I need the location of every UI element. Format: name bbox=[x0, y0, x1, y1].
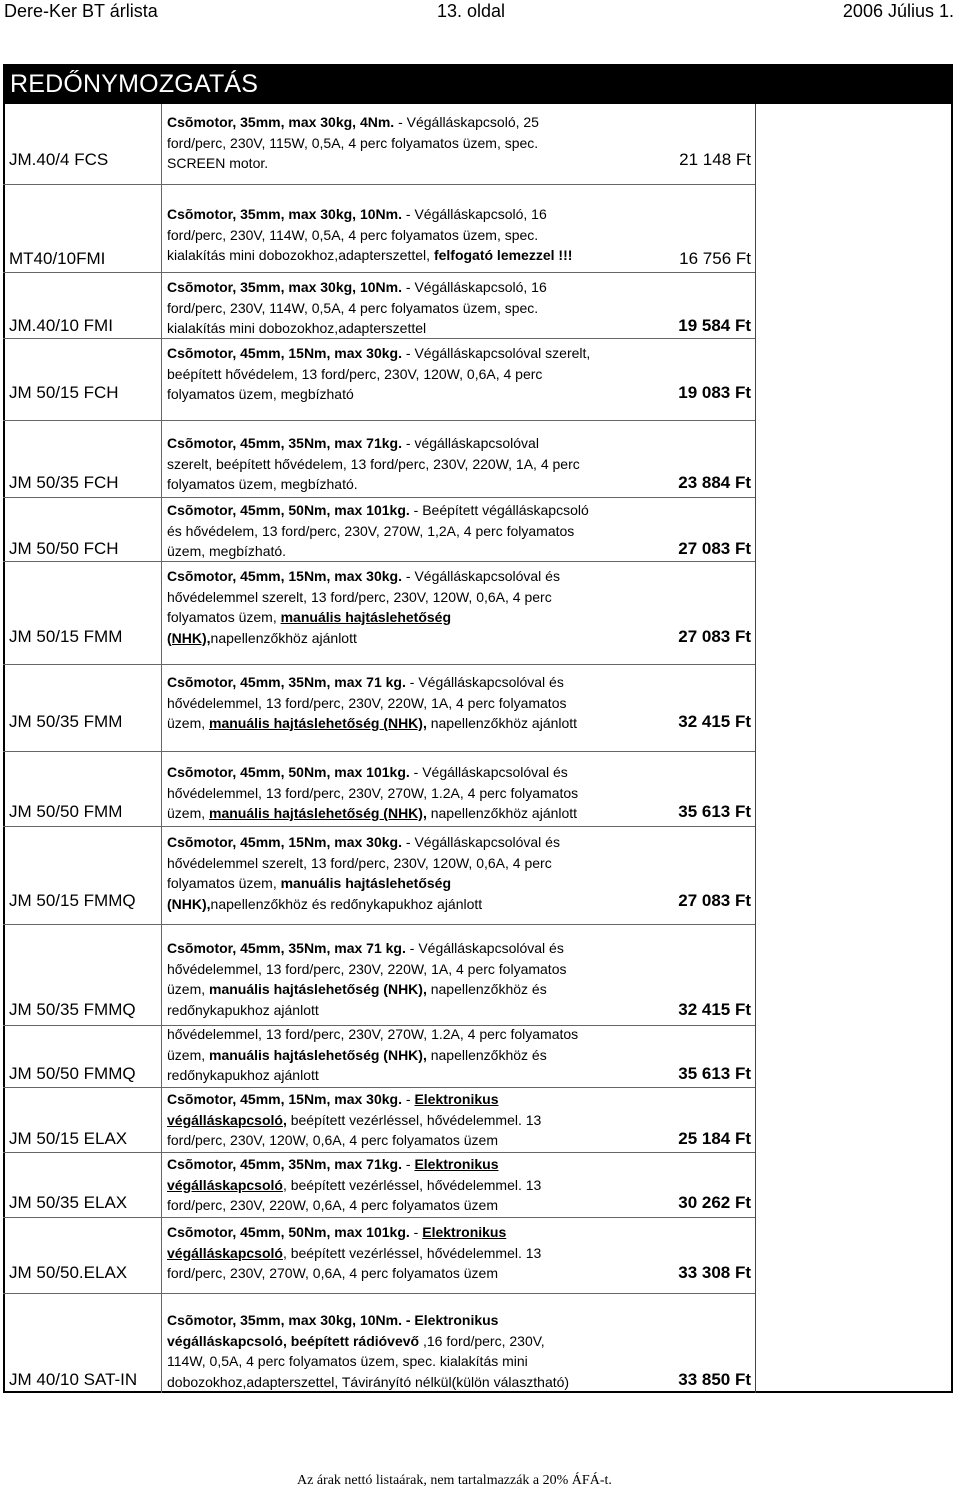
row-divider bbox=[3, 338, 755, 339]
description-text: - Végálláskapcsolóval és bbox=[402, 834, 560, 850]
product-description bbox=[167, 500, 753, 562]
product-price: 16 756 Ft bbox=[679, 249, 751, 268]
description-text: Csõmotor, 45mm, 35Nm, max 71kg. bbox=[167, 435, 402, 451]
row-divider bbox=[3, 184, 755, 185]
description-text: Csõmotor, 35mm, max 30kg, 4Nm. bbox=[167, 114, 395, 130]
row-divider bbox=[3, 1152, 755, 1153]
description-text: hővédelemmel szerelt, 13 ford/perc, 230V, 120W, 0,6A, 4 perc bbox=[167, 854, 552, 871]
description-text: dobozokhoz,adapterszettel, Távirányító nélkül(külön választható) bbox=[167, 1373, 570, 1390]
product-description bbox=[167, 1089, 753, 1151]
product-description bbox=[167, 1310, 753, 1392]
description-text: - Végálláskapcsolóval és bbox=[409, 764, 568, 780]
product-code: JM 50/35 ELAX bbox=[9, 1193, 128, 1212]
description-text: - Végálláskapcsoló, 16 bbox=[402, 279, 547, 295]
product-code: JM 50/15 FMMQ bbox=[9, 891, 136, 910]
description-text: üzem, bbox=[167, 1046, 210, 1063]
product-description bbox=[167, 1154, 753, 1216]
product-description bbox=[167, 566, 753, 648]
description-text: Elektronikus bbox=[414, 1091, 499, 1107]
product-description bbox=[167, 433, 753, 495]
description-text: (NHK), bbox=[167, 629, 211, 646]
description-text: ford/perc, 230V, 120W, 0,6A, 4 perc folyamatos üzem bbox=[167, 1132, 498, 1148]
description-text: folyamatos üzem, bbox=[167, 609, 281, 625]
list-date: 2006 Július 1. bbox=[842, 1, 954, 21]
description-text: hővédelemmel, 13 ford/perc, 230V, 270W, 1.2A, 4 perc folyamatos bbox=[167, 784, 579, 801]
description-text: Csõmotor, 35mm, max 30kg, 10Nm. - Elektronikus bbox=[167, 1312, 499, 1328]
row-divider bbox=[3, 1293, 755, 1294]
description-text: SCREEN motor. bbox=[167, 155, 269, 171]
description-text: manuális hajtáslehetőség bbox=[280, 609, 452, 625]
description-text: napellenzőkhöz és bbox=[426, 1046, 547, 1063]
product-description bbox=[167, 343, 753, 405]
product-code: JM 50/50 FMMQ bbox=[9, 1064, 136, 1083]
row-divider bbox=[3, 1217, 755, 1218]
product-price: 19 083 Ft bbox=[678, 383, 751, 402]
product-price: 33 308 Ft bbox=[678, 1263, 751, 1282]
description-text: manuális hajtáslehetőség bbox=[280, 875, 452, 891]
product-description bbox=[167, 277, 753, 339]
product-price: 27 083 Ft bbox=[678, 627, 751, 646]
description-text: manuális hajtáslehetőség (NHK), bbox=[209, 805, 427, 821]
page-number: 13. oldal bbox=[437, 1, 506, 21]
description-text: üzem, bbox=[167, 981, 210, 997]
row-divider bbox=[3, 272, 755, 273]
product-price: 19 584 Ft bbox=[678, 316, 751, 335]
description-text: üzem, bbox=[167, 715, 210, 731]
product-price: 32 415 Ft bbox=[678, 712, 751, 731]
product-code: JM 40/10 SAT-IN bbox=[9, 1370, 138, 1389]
description-text: Elektronikus bbox=[414, 1156, 499, 1172]
product-price: 25 184 Ft bbox=[678, 1129, 751, 1148]
description-text: Csõmotor, 35mm, max 30kg, 10Nm. bbox=[167, 279, 402, 295]
product-price: 32 415 Ft bbox=[678, 1000, 751, 1019]
product-code: JM 50/15 FCH bbox=[9, 383, 119, 402]
description-text: - bbox=[402, 1156, 415, 1172]
description-text: Csõmotor, 45mm, 50Nm, max 101kg. bbox=[167, 764, 410, 780]
product-description bbox=[167, 1222, 753, 1284]
description-text: folyamatos üzem, megbízható bbox=[167, 386, 354, 402]
description-text: redőnykapukhoz ajánlott bbox=[167, 1001, 319, 1018]
description-text: - Beépített végálláskapcsoló bbox=[409, 502, 589, 518]
product-price: 21 148 Ft bbox=[679, 150, 751, 169]
product-price: 35 613 Ft bbox=[678, 802, 751, 821]
product-code: JM 50/35 FMMQ bbox=[9, 1000, 136, 1019]
description-text: Elektronikus bbox=[422, 1224, 507, 1240]
product-description bbox=[167, 112, 753, 174]
row-divider bbox=[3, 664, 755, 665]
product-price: 27 083 Ft bbox=[678, 539, 751, 558]
product-code: JM 50/50.ELAX bbox=[9, 1263, 128, 1282]
description-text: és hővédelem, 13 ford/perc, 230V, 270W, 1,2A, 4 perc folyamatos bbox=[167, 522, 575, 539]
description-text: folyamatos üzem, bbox=[167, 875, 281, 891]
description-text: - bbox=[409, 1224, 423, 1240]
product-code: JM 50/35 FMM bbox=[9, 712, 123, 731]
description-text: manuális hajtáslehetőség (NHK), bbox=[209, 715, 427, 731]
description-text: üzem, bbox=[167, 805, 210, 821]
description-text: ford/perc, 230V, 220W, 0,6A, 4 perc folyamatos üzem bbox=[167, 1197, 498, 1213]
product-description bbox=[167, 672, 753, 734]
description-text: ford/perc, 230V, 114W, 0,5A, 4 perc folyamatos üzem, spec. bbox=[167, 299, 539, 316]
description-text: hővédelemmel, 13 ford/perc, 230V, 220W, 1A, 4 perc folyamatos bbox=[167, 694, 567, 711]
description-text: manuális hajtáslehetőség (NHK), bbox=[209, 1046, 427, 1063]
product-code: JM 50/35 FCH bbox=[9, 473, 119, 492]
product-code: JM.40/4 FCS bbox=[9, 150, 109, 169]
product-description bbox=[167, 762, 753, 824]
description-text: hővédelemmel, 13 ford/perc, 230V, 220W, 1A, 4 perc folyamatos bbox=[167, 960, 567, 977]
description-text: - Végálláskapcsolóval és bbox=[402, 568, 560, 584]
product-price: 23 884 Ft bbox=[678, 473, 751, 492]
vat-note: Az árak nettó listaárak, nem tartalmazzák a 20% ÁFÁ-t. bbox=[297, 1473, 612, 1488]
description-text: napellenzőkhöz és redőnykapukhoz ajánlott bbox=[210, 895, 483, 912]
product-code: JM 50/15 FMM bbox=[9, 627, 123, 646]
description-text: végálláskapcsoló bbox=[167, 1244, 283, 1261]
description-text: - Végálláskapcsolóval és bbox=[405, 674, 564, 690]
description-text: hővédelemmel szerelt, 13 ford/perc, 230V, 120W, 0,6A, 4 perc bbox=[167, 588, 552, 605]
description-text: ford/perc, 230V, 115W, 0,5A, 4 perc folyamatos üzem, spec. bbox=[167, 134, 539, 151]
description-text: Csõmotor, 45mm, 50Nm, max 101kg. bbox=[167, 502, 410, 518]
description-text: végálláskapcsoló, bbox=[167, 1111, 287, 1128]
row-divider bbox=[3, 497, 755, 498]
section-title-bar bbox=[3, 64, 953, 104]
description-text: redőnykapukhoz ajánlott bbox=[167, 1067, 319, 1083]
row-divider bbox=[3, 561, 755, 562]
description-text: hővédelemmel, 13 ford/perc, 230V, 270W, 1.2A, 4 perc folyamatos bbox=[167, 1026, 579, 1042]
product-price: 33 850 Ft bbox=[678, 1370, 751, 1389]
description-text: - bbox=[402, 1091, 415, 1107]
description-text: napellenzőkhöz ajánlott bbox=[210, 629, 357, 646]
description-text: Csõmotor, 35mm, max 30kg, 10Nm. bbox=[167, 206, 402, 222]
description-text: beépített vezérléssel, hővédelemmel. 13 bbox=[286, 1111, 542, 1128]
description-text: Csõmotor, 45mm, 50Nm, max 101kg. bbox=[167, 1224, 410, 1240]
description-text: Csõmotor, 45mm, 35Nm, max 71 kg. bbox=[167, 674, 406, 690]
description-text: , beépített vezérléssel, hővédelemmel. 13 bbox=[282, 1176, 542, 1193]
description-text: végálláskapcsoló, beépített rádióvevő bbox=[167, 1332, 420, 1349]
product-description bbox=[167, 204, 753, 266]
description-text: ,16 ford/perc, 230V, bbox=[419, 1332, 545, 1349]
product-price: 35 613 Ft bbox=[678, 1064, 751, 1083]
description-text: , beépített vezérléssel, hővédelemmel. 13 bbox=[282, 1244, 542, 1261]
description-text: 114W, 0,5A, 4 perc folyamatos üzem, spec. kialakítás mini bbox=[167, 1353, 528, 1369]
description-text: ford/perc, 230V, 270W, 0,6A, 4 perc folyamatos üzem bbox=[167, 1265, 498, 1281]
product-code: JM 50/50 FCH bbox=[9, 539, 119, 558]
row-divider bbox=[3, 924, 755, 925]
row-divider bbox=[3, 751, 755, 752]
product-description bbox=[167, 832, 753, 914]
description-text: Csõmotor, 45mm, 35Nm, max 71 kg. bbox=[167, 940, 406, 956]
column-divider bbox=[161, 104, 162, 1393]
description-text: kialakítás mini dobozokhoz,adapterszettel, bbox=[167, 247, 434, 263]
description-text: - Végálláskapcsoló, 16 bbox=[402, 206, 547, 222]
description-text: napellenzőkhöz ajánlott bbox=[426, 805, 578, 821]
description-text: - végálláskapcsolóval bbox=[402, 435, 539, 451]
description-text: üzem, megbízható. bbox=[167, 543, 287, 559]
product-code: JM.40/10 FMI bbox=[9, 316, 113, 335]
description-text: napellenzőkhöz ajánlott bbox=[426, 715, 578, 731]
description-text: kialakítás mini dobozokhoz,adapterszettel bbox=[167, 320, 427, 336]
description-text: felfogató lemezzel !!! bbox=[433, 247, 573, 263]
description-text: (NHK), bbox=[167, 895, 211, 912]
row-divider bbox=[3, 826, 755, 827]
description-text: - Végálláskapcsolóval szerelt, bbox=[402, 345, 591, 361]
product-description bbox=[167, 938, 753, 1020]
product-code: MT40/10FMI bbox=[9, 249, 106, 268]
description-text: szerelt, beépített hővédelem, 13 ford/perc, 230V, 220W, 1A, 4 perc bbox=[167, 455, 580, 472]
description-text: ford/perc, 230V, 114W, 0,5A, 4 perc folyamatos üzem, spec. bbox=[167, 226, 539, 243]
description-text: manuális hajtáslehetőség (NHK), bbox=[209, 981, 427, 997]
description-text: - Végálláskapcsoló, 25 bbox=[394, 114, 539, 130]
page-header bbox=[0, 0, 960, 28]
description-text: folyamatos üzem, megbízható. bbox=[167, 476, 358, 492]
description-text: Csõmotor, 45mm, 15Nm, max 30kg. bbox=[167, 568, 402, 584]
company-name: Dere-Ker BT árlista bbox=[4, 1, 158, 21]
description-text: napellenzőkhöz és bbox=[426, 981, 547, 997]
description-text: Csõmotor, 45mm, 15Nm, max 30kg. bbox=[167, 1091, 402, 1107]
product-code: JM 50/15 ELAX bbox=[9, 1129, 128, 1148]
product-description bbox=[167, 1024, 753, 1086]
product-code: JM 50/50 FMM bbox=[9, 802, 123, 821]
product-price: 27 083 Ft bbox=[678, 891, 751, 910]
description-text: végálláskapcsoló bbox=[167, 1176, 283, 1193]
column-divider bbox=[755, 104, 756, 1393]
row-divider bbox=[3, 1087, 755, 1088]
row-divider bbox=[3, 420, 755, 421]
description-text: Csõmotor, 45mm, 15Nm, max 30kg. bbox=[167, 345, 402, 361]
description-text: beépített hővédelem, 13 ford/perc, 230V, 120W, 0,6A, 4 perc bbox=[167, 365, 543, 382]
description-text: - Végálláskapcsolóval és bbox=[405, 940, 564, 956]
description-text: Csõmotor, 45mm, 35Nm, max 71kg. bbox=[167, 1156, 402, 1172]
description-text: Csõmotor, 45mm, 15Nm, max 30kg. bbox=[167, 834, 402, 850]
section-title: REDŐNYMOZGATÁS bbox=[10, 70, 259, 98]
product-price: 30 262 Ft bbox=[678, 1193, 751, 1212]
